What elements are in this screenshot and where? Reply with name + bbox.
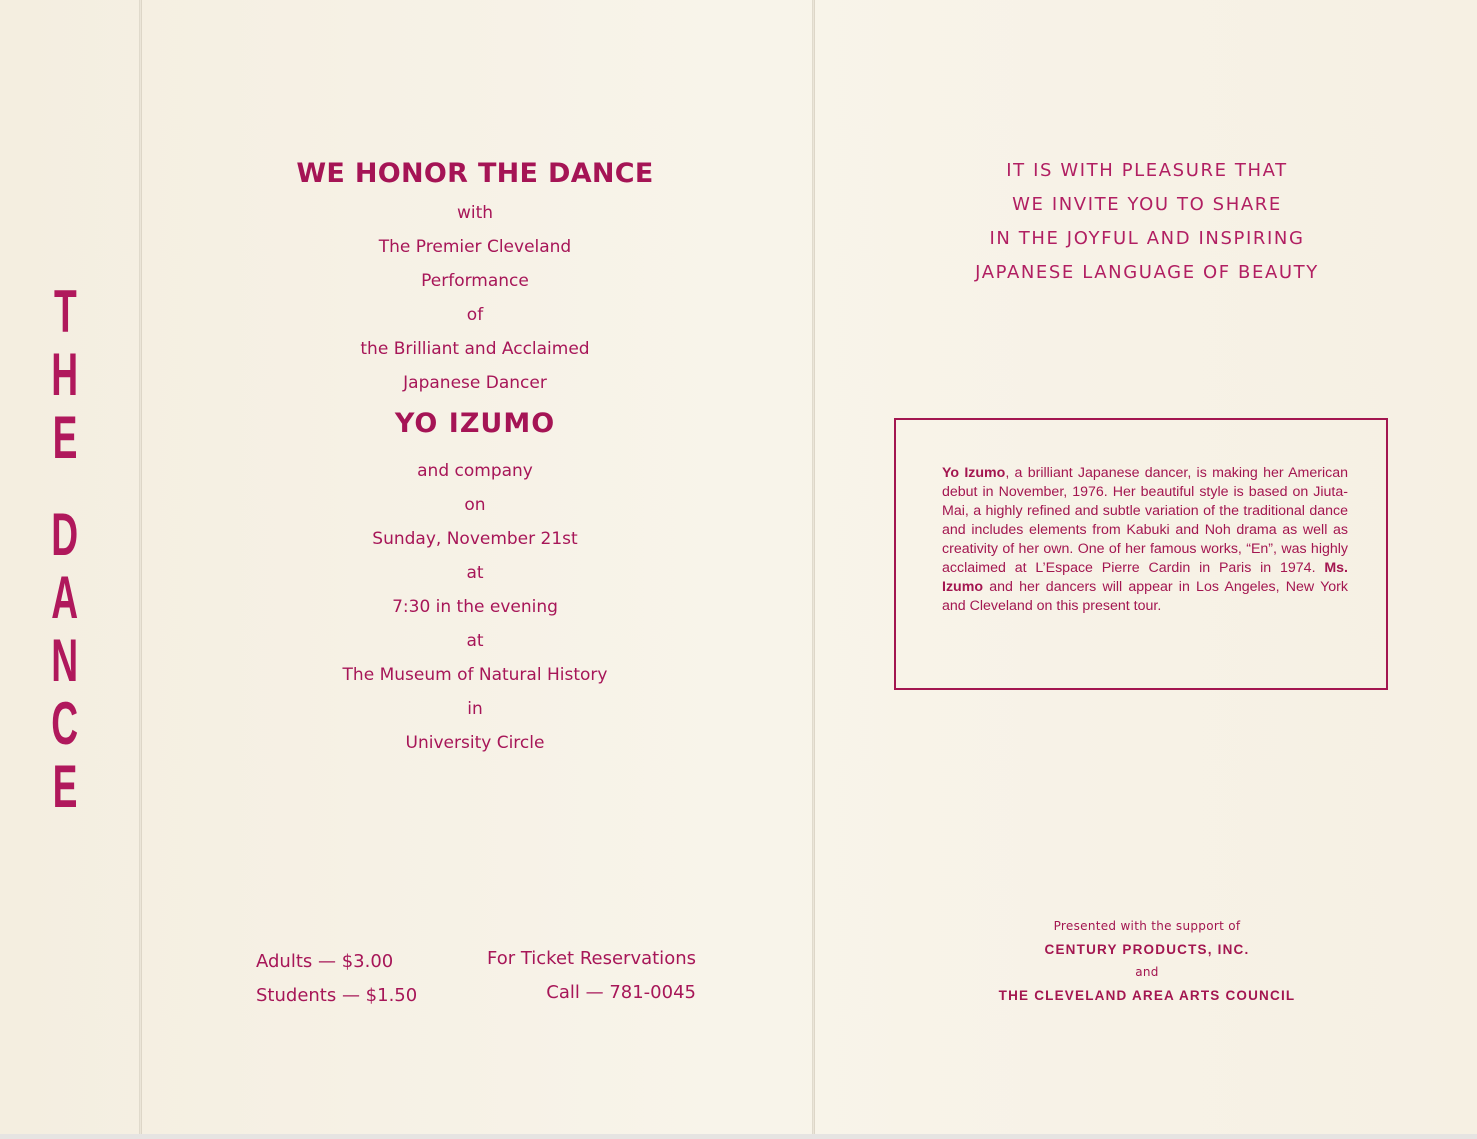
ticket-reservations [470,942,696,1010]
detail-line: at [466,631,484,651]
biography-box [894,418,1388,690]
fold-line-left [139,0,142,1139]
spine-letter: C [51,690,79,757]
sponsors-intro: Presented with the support of [1053,919,1241,933]
detail-line: with [456,203,494,223]
spine-letter: E [52,753,78,820]
fold-line-right [812,0,815,1139]
detail-line: of [466,305,484,325]
detail-line: on [464,495,486,515]
reservations-heading: For Ticket Reservations [487,948,696,969]
event-headline: WE HONOR THE DANCE [296,158,654,189]
event-venue: The Museum of Natural History [342,665,608,685]
spine-title [40,278,90,820]
sponsor-name: THE CLEVELAND AREA ARTS COUNCIL [998,988,1296,1003]
sponsors-credit [900,915,1394,1007]
invitation-line: JAPANESE LANGUAGE OF BEAUTY [975,262,1319,283]
spine-letter: T [53,278,77,345]
detail-line: in [467,699,483,719]
detail-line: the Brilliant and Acclaimed [360,339,590,359]
bio-text-part: , a brilliant Japanese dancer, is making her American debut in November, 1976. Her beautiful style is based on Jiuta-Mai, a highly refined and subtle variation of the traditional dance and includes elements from Kabuki and Noh drama as well as creativity of her own. One of her famous works, “En”, was highly acclaimed at L’Espace Pierre Cardin in Paris in 1974. [942,465,1348,576]
scan-edge [0,1134,1477,1139]
spine-letter: N [51,627,79,694]
spine-letter: H [51,341,79,408]
event-location: University Circle [405,733,545,753]
bio-ms-name: Ms. Izumo [942,560,1348,595]
invitation-line: IT IS WITH PLEASURE THAT [1006,160,1288,181]
detail-line: Japanese Dancer [403,373,547,393]
detail-line: and company [417,461,533,481]
spine-letter: E [52,404,78,471]
invitation-text [900,154,1394,290]
event-date: Sunday, November 21st [372,529,578,549]
invitation-line: WE INVITE YOU TO SHARE [1012,194,1282,215]
sponsors-joiner: and [1135,965,1159,979]
ticket-prices [256,945,417,1013]
detail-line: The Premier Cleveland [378,237,572,257]
detail-line: at [466,563,484,583]
dancer-name: YO IZUMO [394,408,556,439]
price-students: Students — $1.50 [256,985,418,1006]
detail-line: Performance [421,271,529,291]
bio-text-part: and her dancers will appear in Los Angeles, New York and Cleveland on this present tour. [942,579,1348,614]
price-adults: Adults — $3.00 [256,951,394,972]
invitation-line: IN THE JOYFUL AND INSPIRING [989,228,1305,249]
event-time: 7:30 in the evening [392,597,558,617]
spine-letter: D [51,501,79,568]
biography-text [942,464,1348,616]
event-details [260,152,690,760]
bio-name: Yo Izumo [942,465,1006,481]
sponsor-name: CENTURY PRODUCTS, INC. [1044,942,1250,957]
reservations-phone: Call — 781-0045 [546,982,696,1003]
spine-letter: A [51,564,79,631]
